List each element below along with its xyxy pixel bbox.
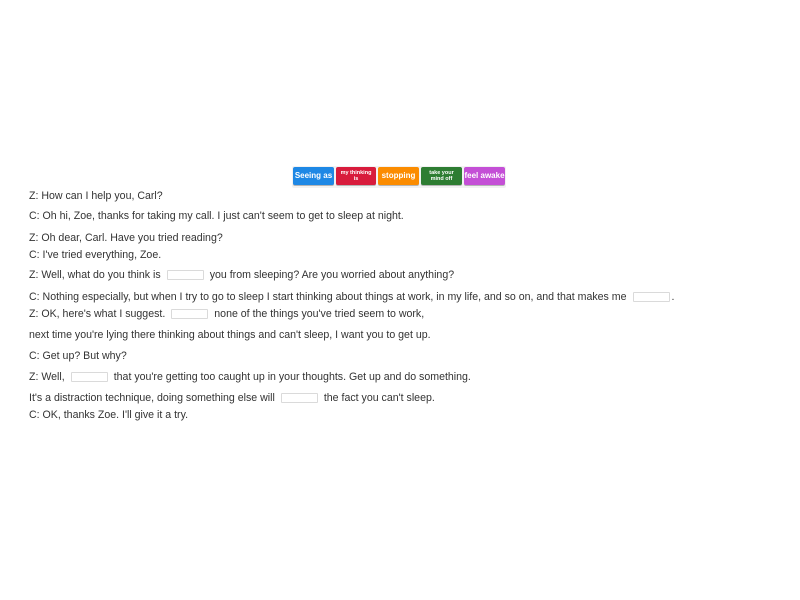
dialogue-line-5 <box>29 268 454 282</box>
dialogue-text: that you're getting too caught up in your thoughts. Get up and do something. <box>113 371 471 383</box>
dialogue-line-2 <box>29 209 404 223</box>
dialogue-text: Z: OK, here's what I suggest. <box>29 308 166 320</box>
dialogue-line-8 <box>29 328 431 342</box>
answer-drop-zone-4[interactable] <box>71 372 108 382</box>
dialogue-text: the fact you can't sleep. <box>323 392 435 404</box>
dialogue-text: C: I've tried everything, Zoe. <box>29 249 162 261</box>
dialogue-text: next time you're lying there thinking about things and can't sleep, I want you to get up. <box>29 329 431 341</box>
dialogue-line-12 <box>29 408 188 422</box>
dialogue-text: you from sleeping? Are you worried about anything? <box>209 269 455 281</box>
answer-drop-zone-5[interactable] <box>281 393 318 403</box>
word-tile-my-thinking-is[interactable]: my thinking is <box>336 167 376 185</box>
dialogue-text: Z: Well, what do you think is <box>29 269 161 281</box>
word-tile-stopping[interactable]: stopping <box>378 167 419 185</box>
dialogue-text: none of the things you've tried seem to work, <box>214 308 425 320</box>
dialogue-text: C: OK, thanks Zoe. I'll give it a try. <box>29 409 189 421</box>
word-bank <box>292 166 506 188</box>
dialogue-text: C: Nothing especially, but when I try to go to sleep I start thinking about things at work, in my life, and so on, and that makes me <box>29 291 627 303</box>
answer-drop-zone-3[interactable] <box>171 309 208 319</box>
dialogue-text: Z: How can I help you, Carl? <box>29 190 163 202</box>
dialogue-text: C: Get up? But why? <box>29 350 127 362</box>
dialogue-text: Z: Oh dear, Carl. Have you tried reading? <box>29 232 223 244</box>
answer-drop-zone-2[interactable] <box>633 292 670 302</box>
answer-drop-zone-1[interactable] <box>167 270 204 280</box>
dialogue-line-1 <box>29 189 163 203</box>
word-tile-take-your-mind-off[interactable]: take your mind off <box>421 167 462 185</box>
dialogue-line-9 <box>29 349 127 363</box>
dialogue-text: . <box>671 291 675 303</box>
dialogue-text: Z: Well, <box>29 371 65 383</box>
word-tile-seeing-as[interactable]: Seeing as <box>293 167 334 185</box>
dialogue-text: C: Oh hi, Zoe, thanks for taking my call. I just can't seem to get to sleep at night. <box>29 210 404 222</box>
dialogue-line-4 <box>29 248 161 262</box>
dialogue-line-10 <box>29 370 471 384</box>
dialogue-line-7 <box>29 307 424 321</box>
word-tile-feel-awake[interactable]: feel awake <box>464 167 505 185</box>
dialogue-line-3 <box>29 231 223 245</box>
dialogue-text: It's a distraction technique, doing something else will <box>29 392 275 404</box>
dialogue-line-6 <box>29 290 674 304</box>
dialogue-line-11 <box>29 391 435 405</box>
